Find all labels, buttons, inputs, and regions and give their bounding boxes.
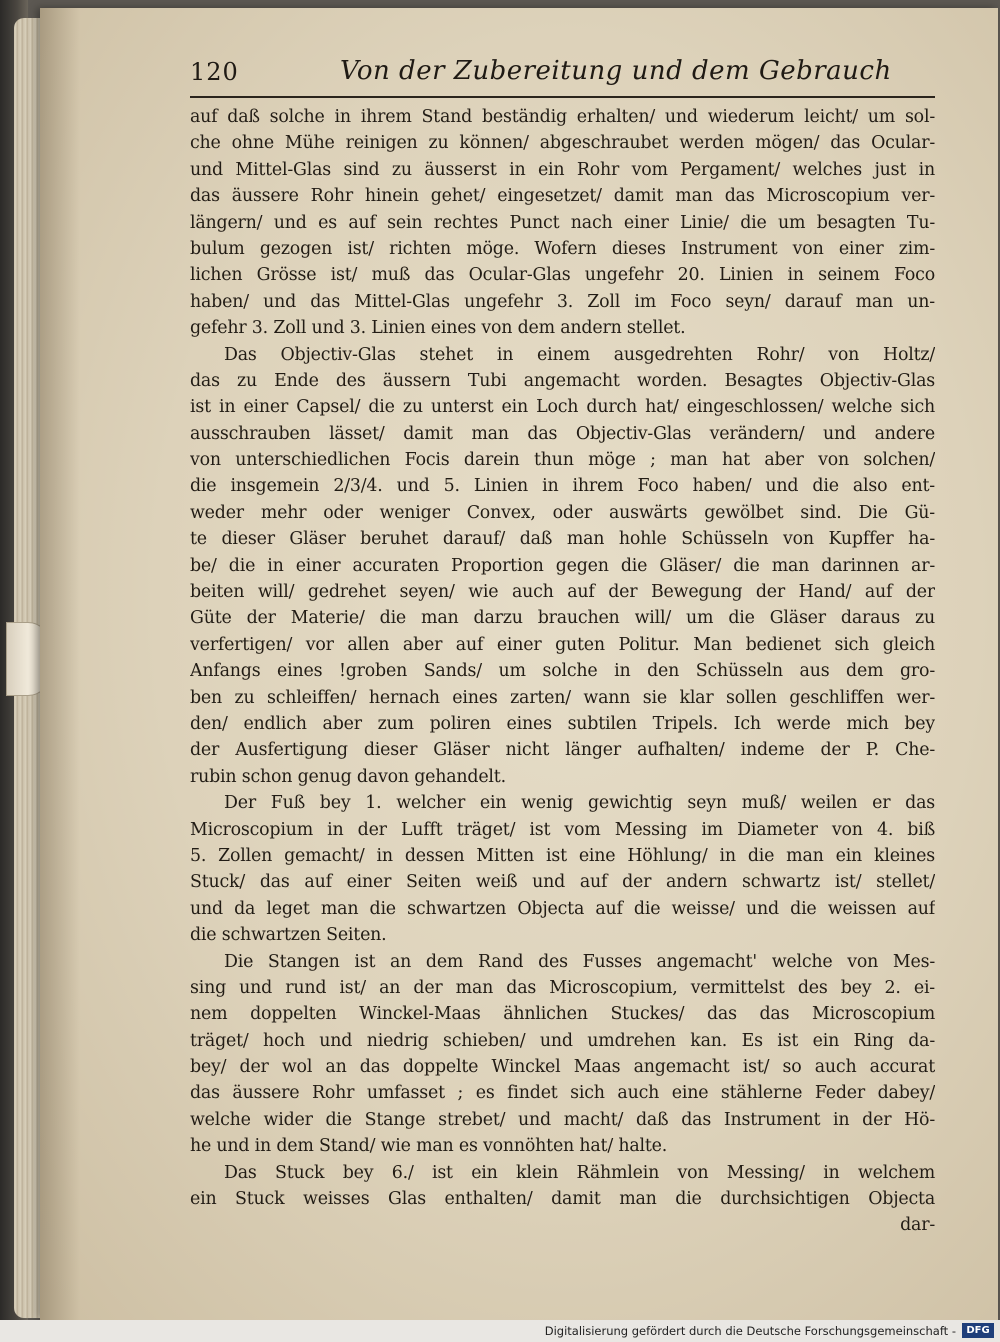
text-line: 5. Zollen gemacht/ in dessen Mitten ist eine Höhlung/ in die man ein kleines [190, 845, 935, 866]
text-line: haben/ und das Mittel-Glas ungefehr 3. Zoll im Foco seyn/ darauf man un- [190, 291, 935, 312]
text-line: längern/ und es auf sein rechtes Punct nach einer Linie/ die um besagten Tu- [190, 212, 935, 233]
page-header [190, 58, 935, 94]
text-line: das zu Ende des äussern Tubi angemacht worden. Besagtes Objectiv-Glas [190, 370, 935, 391]
text-line: das äussere Rohr umfasset ; es findet sich auch eine stählerne Feder dabey/ [190, 1083, 935, 1104]
text-line: und Mittel-Glas sind zu äusserst in ein Rohr vom Pergament/ welches just in [190, 159, 935, 180]
text-line: sing und rund ist/ an der man das Microscopium, vermittelst des bey 2. ei- [190, 977, 935, 998]
text-line: bey/ der wol an das doppelte Winckel Maas angemacht ist/ so auch accurat [190, 1057, 935, 1078]
text-line: be/ die in einer accuraten Proportion gegen die Gläser/ die man darinnen ar- [190, 555, 935, 576]
text-line: auf daß solche in ihrem Stand beständig erhalten/ und wiederum leicht/ um sol- [190, 107, 935, 127]
text-line: che ohne Mühe reinigen zu können/ abgeschraubet werden mögen/ das Ocular- [190, 133, 935, 154]
text-line: das äussere Rohr hinein gehet/ eingesetzet/ damit man das Microscopium ver- [190, 186, 935, 207]
paragraph-start: Das Objectiv-Glas stehet in einem ausgedrehten Rohr/ von Holtz/ [224, 344, 935, 365]
text-line: die schwartzen Seiten. [190, 925, 387, 946]
text-line: ein Stuck weisses Glas enthalten/ damit man die durchsichtigen Objecta [190, 1189, 935, 1210]
text-line: Güte der Materie/ die man darzu brauchen will/ um die Gläser daraus zu [190, 608, 935, 629]
footer-credit: Digitalisierung gefördert durch die Deutsche Forschungsgemeinschaft - [544, 1324, 956, 1338]
text-line: rubin schon genug davon gehandelt. [190, 766, 506, 787]
text-line: he und in dem Stand/ wie man es vonnöhten hat/ halte. [190, 1136, 668, 1157]
text-line: te dieser Gläser beruhet darauf/ daß man hohle Schüsseln von Kupffer ha- [190, 529, 935, 550]
catchword: dar- [900, 1215, 935, 1236]
paragraph-start: Das Stuck bey 6./ ist ein klein Rähmlein von Messing/ in welchem [224, 1162, 935, 1183]
text-line: ausschrauben lässet/ damit man das Objectiv-Glas verändern/ und andere [190, 423, 935, 444]
text-line: lichen Grösse ist/ muß das Ocular-Glas ungefehr 20. Linien in seinem Foco [190, 265, 935, 286]
text-line: träget/ hoch und niedrig schieben/ und umdrehen kan. Es ist ein Ring da- [190, 1030, 935, 1051]
page-gutter-shadow [40, 8, 80, 1320]
text-line: von unterschiedlichen Focis darein thun möge ; man hat aber von solchen/ [190, 450, 935, 471]
paragraph-start: Die Stangen ist an dem Rand des Fusses angemacht' welche von Mes- [224, 951, 935, 972]
text-line: gefehr 3. Zoll und 3. Linien eines von dem andern stellet. [190, 318, 686, 339]
text-line: weder mehr oder weniger Convex, oder auswärts gewölbet sind. Die Gü- [190, 502, 935, 523]
text-line: Anfangs eines !groben Sands/ um solche in den Schüsseln aus dem gro- [190, 661, 935, 682]
body-text [190, 104, 935, 1239]
dfg-logo: DFG [962, 1323, 994, 1338]
text-line: Microscopium in der Lufft träget/ ist vom Messing im Diameter von 4. biß [190, 819, 935, 840]
page-number: 120 [190, 58, 239, 86]
digitization-footer [0, 1320, 1000, 1342]
text-line: nem doppelten Winckel-Maas ähnlichen Stuckes/ das das Microscopium [190, 1004, 935, 1025]
text-line: ben zu schleiffen/ hernach eines zarten/ wann sie klar sollen geschliffen wer- [190, 687, 935, 708]
text-line: der Ausfertigung dieser Gläser nicht länger aufhalten/ indeme der P. Che- [190, 740, 935, 761]
text-line: welche wider die Stange strebet/ und macht/ daß das Instrument in der Hö- [190, 1109, 935, 1130]
text-line: den/ endlich aber zum poliren eines subtilen Tripels. Ich werde mich bey [190, 713, 935, 734]
text-line: beiten will/ gedrehet seyen/ wie auch auf der Bewegung der Hand/ auf der [190, 582, 935, 603]
text-line: ist in einer Capsel/ die zu unterst ein Loch durch hat/ eingeschlossen/ welche sich [190, 397, 935, 418]
text-line: bulum gezogen ist/ richten möge. Wofern dieses Instrument von einer zim- [190, 238, 935, 259]
text-line: verfertigen/ vor allen aber auf einer guten Politur. Man bedienet sich gleich [190, 634, 935, 655]
text-line: und da leget man die schwartzen Objecta auf die weisse/ und die weissen auf [190, 898, 935, 919]
running-title: Von der Zubereitung und dem Gebrauch [340, 56, 892, 86]
text-line: Stuck/ das auf einer Seiten weiß und auf der andern schwartz ist/ stellet/ [190, 872, 935, 893]
text-line: die insgemein 2/3/4. und 5. Linien in ihrem Foco haben/ und die also ent- [190, 476, 935, 497]
header-rule [190, 96, 935, 98]
paragraph-start: Der Fuß bey 1. welcher ein wenig gewichtig seyn muß/ weilen er das [224, 793, 935, 814]
